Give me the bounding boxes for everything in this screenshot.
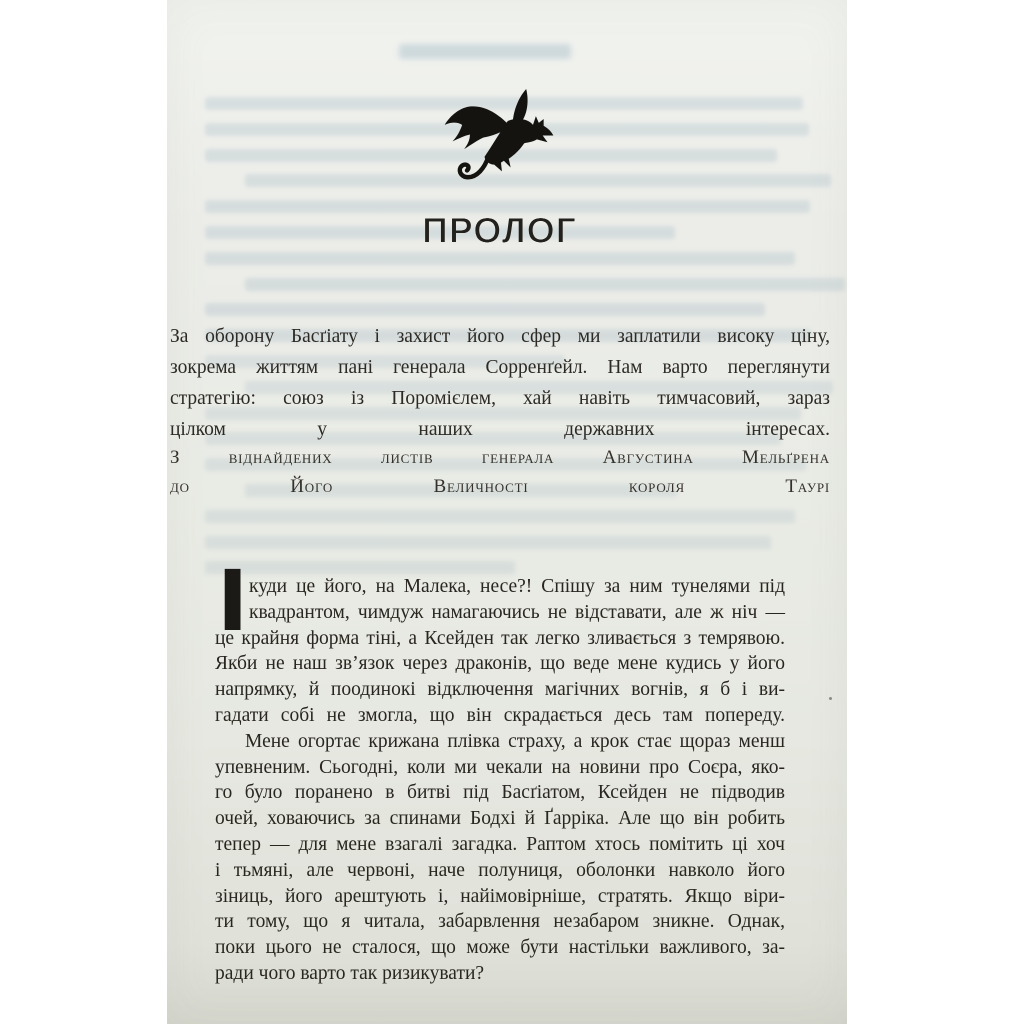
text-line: цілком у наших державних інтересах. xyxy=(170,419,830,440)
bleedthrough-line xyxy=(205,252,795,265)
paragraph-first xyxy=(215,552,785,729)
paragraph-second xyxy=(215,729,785,987)
text-line: зокрема життям пані генерала Сорренґейл. Нам варто переглянути xyxy=(170,357,830,378)
text-line: зіниць, його арештують і, найімовірніше, стратять. Якщо віри- xyxy=(215,885,785,907)
text-line: гадати собі не змогла, що він скрадається десь там попереду. xyxy=(215,704,785,726)
bleedthrough-line xyxy=(205,303,765,316)
bleedthrough-line xyxy=(205,536,771,549)
epigraph-attribution xyxy=(170,443,830,501)
bleedthrough-line xyxy=(205,510,795,523)
text-line: очей, ховаючись за спинами Бодхі й Ґарріка. Але що він робить xyxy=(215,808,785,830)
text-line: ти тому, що я читала, забарвлення незабаром зникне. Однак, xyxy=(215,911,785,933)
text-line: напрямку, й поодинокі відключення магічних вогнів, я б і ви- xyxy=(215,679,785,701)
text-line: до Його Величності короля Таурі xyxy=(170,476,830,497)
drop-cap: І xyxy=(217,552,249,650)
text-line: стратегію: союз із Поромієлем, хай навіть тимчасовий, зараз xyxy=(170,388,830,409)
bleedthrough-line xyxy=(245,278,845,291)
text-line: тепер — для мене взагалі загадка. Раптом хтось помітить ці хоч xyxy=(215,833,785,855)
text-line: го було поранено в битві під Басґіатом, Ксейден не підводив xyxy=(215,782,785,804)
text-line: Мене огортає крижана плівка страху, а крок стає щораз менш xyxy=(245,730,785,752)
paper-speck xyxy=(829,697,832,700)
text-line: упевненим. Сьогодні, коли ми чекали на новини про Соєра, яко- xyxy=(215,756,785,778)
body-text xyxy=(215,552,785,987)
text-line: і тьмяні, але червоні, наче полуниця, оболонки навколо його xyxy=(215,859,785,881)
bleedthrough-running-head xyxy=(399,44,571,59)
chapter-title: ПРОЛОГ xyxy=(422,212,578,250)
epigraph xyxy=(170,321,830,445)
dragon-icon xyxy=(441,87,559,184)
text-line: поки цього не сталося, що може бути настільки важливого, за- xyxy=(215,937,785,959)
book-page xyxy=(167,0,847,1024)
text-line: куди це його, на Малека, несе?! Спішу за ним тунелями під xyxy=(249,576,785,597)
text-line: ради чого варто так ризикувати? xyxy=(215,962,485,984)
text-line: це крайня форма тіні, а Ксейден так легко зливається з темрявою. xyxy=(215,627,785,649)
text-line: З віднайдених листів генерала Августина Мельґрена xyxy=(170,447,830,468)
bleedthrough-line xyxy=(205,561,515,574)
text-line: квадрантом, чимдуж намагаючись не відставати, але ж ніч — xyxy=(249,601,785,623)
text-line: За оборону Басґіату і захист його сфер ми заплатили високу ціну, xyxy=(170,326,830,347)
text-line: Якби не наш зв’язок через драконів, що веде мене кудись у його xyxy=(215,653,785,675)
